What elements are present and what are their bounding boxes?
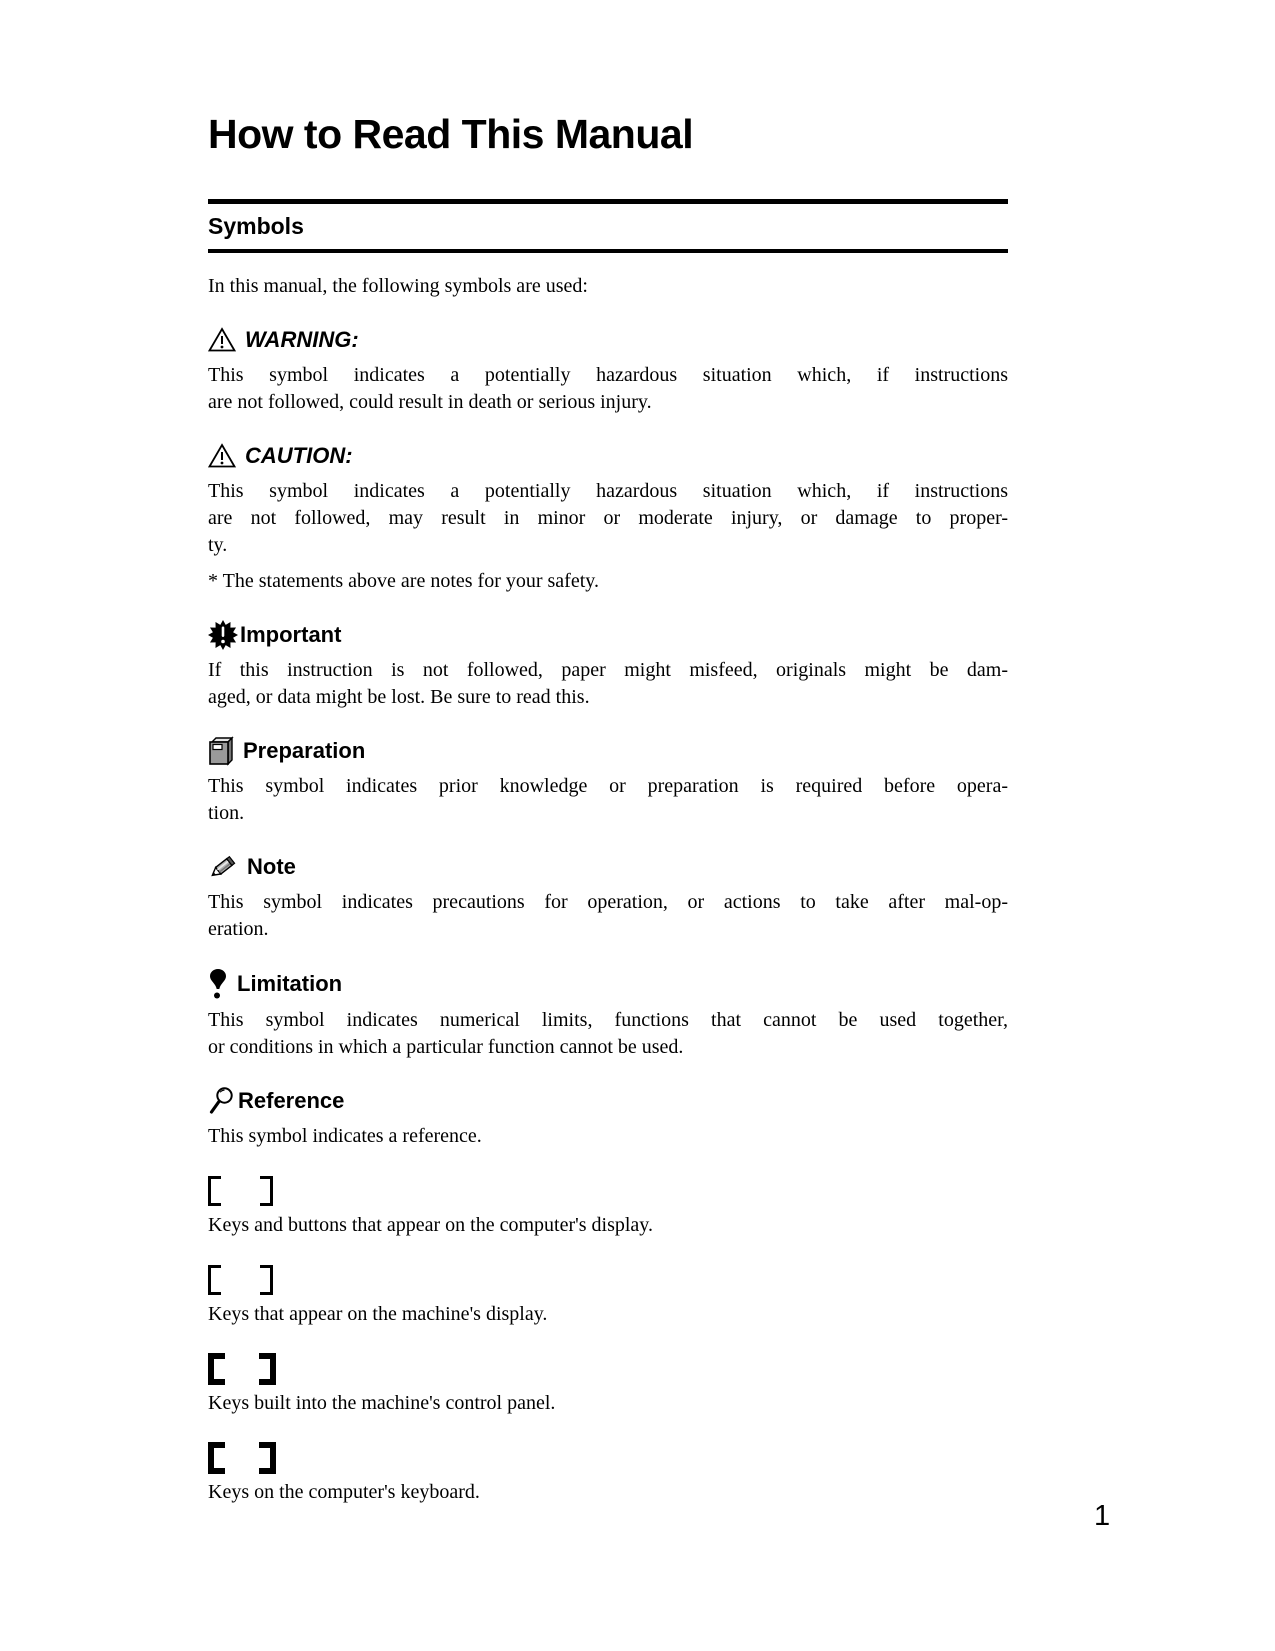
notation-control-panel: [208, 1352, 1008, 1417]
open-bracket-icon: [208, 1176, 221, 1206]
pencil-icon: [208, 852, 238, 882]
notation-machine-display: [208, 1263, 1008, 1328]
notation-keyboard: [208, 1441, 1008, 1506]
thin-square-brackets: [208, 1174, 1008, 1208]
notation-caption: Keys that appear on the machine's display.: [208, 1303, 548, 1326]
close-lenticular-bracket-icon: [259, 1353, 276, 1385]
exclamation-balloon-icon: [208, 968, 228, 1000]
warning-triangle-icon: [208, 443, 236, 469]
thin-square-brackets: [208, 1263, 1008, 1297]
close-bracket-icon: [260, 1265, 273, 1295]
open-bracket-icon: [208, 1265, 221, 1295]
caution-body: This symbol indicates a potentially hazardous situation which, if instructions are not followed, may result in minor or moderate injury, or damage to proper- ty.: [208, 480, 1008, 557]
important-body: If this instruction is not followed, paper might misfeed, originals might be dam- aged, or data might be lost. Be sure to read this.: [208, 659, 1008, 709]
warning-label: WARNING:: [245, 327, 359, 353]
notation-caption: Keys built into the machine's control panel.: [208, 1392, 556, 1415]
important-label: Important: [240, 622, 342, 648]
section-divider-bottom: [208, 249, 1008, 253]
symbol-section-preparation: [208, 736, 1008, 827]
caution-heading: [208, 441, 1008, 471]
limitation-body: This symbol indicates numerical limits, functions that cannot be used together, or conditions in which a particular function cannot be used.: [208, 1009, 1008, 1059]
preparation-body: This symbol indicates prior knowledge or preparation is required before opera- tion.: [208, 775, 1008, 825]
reference-body: This symbol indicates a reference.: [208, 1125, 482, 1148]
page-title: How to Read This Manual: [208, 111, 694, 157]
symbol-section-caution: [208, 441, 1008, 595]
close-lenticular-bracket-icon: [259, 1442, 276, 1474]
reference-heading: [208, 1086, 1008, 1116]
warning-body: This symbol indicates a potentially hazardous situation which, if instructions are not followed, could result in death or serious injury.: [208, 364, 1008, 414]
section-divider-top: [208, 199, 1008, 204]
open-lenticular-bracket-icon: [208, 1353, 225, 1385]
symbol-section-limitation: [208, 968, 1008, 1061]
note-heading: [208, 852, 1008, 882]
bold-lenticular-brackets: [208, 1352, 1008, 1386]
notation-caption: Keys on the computer's keyboard.: [208, 1481, 480, 1504]
open-lenticular-bracket-icon: [208, 1442, 225, 1474]
note-body: This symbol indicates precautions for operation, or actions to take after mal-op- eration.: [208, 891, 1008, 941]
important-burst-icon: [208, 620, 238, 650]
symbol-section-warning: [208, 325, 1008, 416]
book-icon: [208, 736, 234, 766]
magnifier-icon: [208, 1086, 236, 1116]
section-heading: Symbols: [208, 213, 304, 240]
page-number: 1: [1094, 1500, 1111, 1532]
close-bracket-icon: [260, 1176, 273, 1206]
safety-footnote: * The statements above are notes for your safety.: [208, 570, 599, 593]
warning-heading: [208, 325, 1008, 355]
symbol-section-important: [208, 620, 1008, 711]
preparation-heading: [208, 736, 1008, 766]
limitation-heading: [208, 968, 1008, 1000]
symbol-section-note: [208, 852, 1008, 943]
symbol-section-reference: [208, 1086, 1008, 1150]
preparation-label: Preparation: [243, 738, 366, 764]
notation-caption: Keys and buttons that appear on the computer's display.: [208, 1214, 653, 1237]
caution-label: CAUTION:: [245, 443, 353, 469]
reference-label: Reference: [238, 1088, 345, 1114]
notation-computer-display: [208, 1174, 1008, 1239]
important-heading: [208, 620, 1008, 650]
intro-text: In this manual, the following symbols are used:: [208, 275, 588, 298]
note-label: Note: [247, 854, 296, 880]
warning-triangle-icon: [208, 327, 236, 353]
page-content: [208, 0, 1008, 1506]
limitation-label: Limitation: [237, 971, 343, 997]
bold-lenticular-brackets: [208, 1441, 1008, 1475]
